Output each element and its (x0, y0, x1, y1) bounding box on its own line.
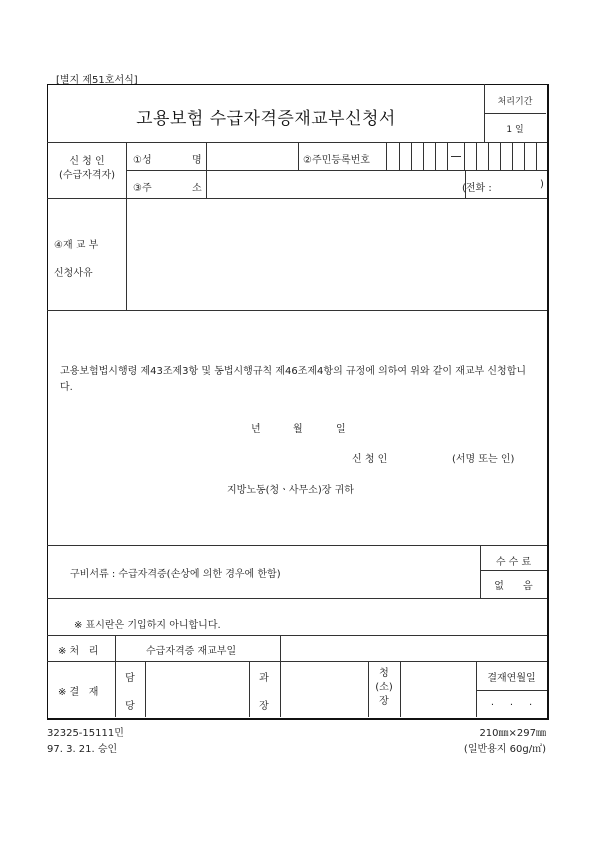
phone-label: (전화 : (462, 183, 492, 194)
phone-field[interactable] (505, 172, 539, 196)
paper-type: (일반용지 60g/㎡) (463, 744, 546, 755)
address-label: ③주 (133, 183, 152, 194)
processing-period-value: 1 일 (506, 125, 524, 135)
date-month-label: 월 (293, 424, 303, 435)
name-label-2: 명 (192, 155, 202, 166)
addressee-text: 지방노동(청ㆍ사무소)장 귀하 (227, 485, 354, 496)
approval-col1-bottom: 당 (125, 701, 135, 712)
name-label: ①성 (133, 155, 152, 166)
form-number-label: [별지 제51호서식] (56, 75, 138, 86)
processing-row-label: ※ 처 리 (58, 646, 99, 657)
form-code: 32325-15111민 (47, 728, 124, 739)
approval-staff-box[interactable] (146, 662, 248, 716)
approval-col2-top: 과 (259, 673, 269, 684)
processing-period-label: 처리기간 (497, 97, 533, 107)
address-label-2: 소 (192, 183, 202, 194)
signer-label: 신 청 인 (352, 454, 388, 465)
required-documents: 구비서류 : 수급자격증(손상에 의한 경우에 한함) (70, 569, 281, 580)
reason-field[interactable] (127, 199, 546, 309)
signature-note: (서명 또는 인) (452, 454, 515, 465)
applicant-section-label: 신 청 인 (수급자격자) (58, 156, 116, 181)
reissue-date-label: 수급자격증 재교부일 (146, 646, 237, 657)
name-field[interactable] (207, 143, 297, 169)
declaration-text: 고용보험법시행령 제43조제3항 및 동법시행규칙 제46조제4항의 규정에 의하여 위와 같이 재교부 신청합니다. (60, 366, 527, 393)
approval-date-label: 결재연월일 (487, 673, 536, 684)
approval-date-note: 97. 3. 21. 승인 (47, 744, 118, 755)
reason-label-2: 신청사유 (54, 268, 93, 279)
approval-col1-top: 담 (125, 673, 135, 684)
date-year-label: 년 (251, 424, 261, 435)
phone-close: ) (540, 179, 544, 190)
approval-label: ※ 결 재 (58, 687, 99, 698)
date-day-label: 일 (336, 424, 346, 435)
fee-label: 수 수 료 (495, 557, 532, 568)
form-title: 고용보험 수급자격증재교부신청서 (136, 109, 396, 129)
address-field[interactable] (207, 171, 465, 197)
paper-size: 210㎜×297㎜ (479, 728, 546, 739)
rrn-label: ②주민등록번호 (303, 155, 370, 166)
rrn-field[interactable] (387, 143, 547, 170)
approval-col3-label: 청 (소) 장 (375, 668, 393, 707)
approval-col2-bottom: 장 (259, 701, 269, 712)
reason-label: ④재 교 부 (54, 240, 99, 251)
notice-text: ※ 표시란은 기입하지 아니합니다. (74, 620, 221, 631)
fee-value: 없 음 (494, 581, 533, 592)
approval-date-value: . . . (490, 697, 533, 708)
approval-manager-box[interactable] (281, 662, 367, 716)
reissue-date-field[interactable] (281, 636, 546, 660)
approval-chief-box[interactable] (401, 662, 476, 716)
